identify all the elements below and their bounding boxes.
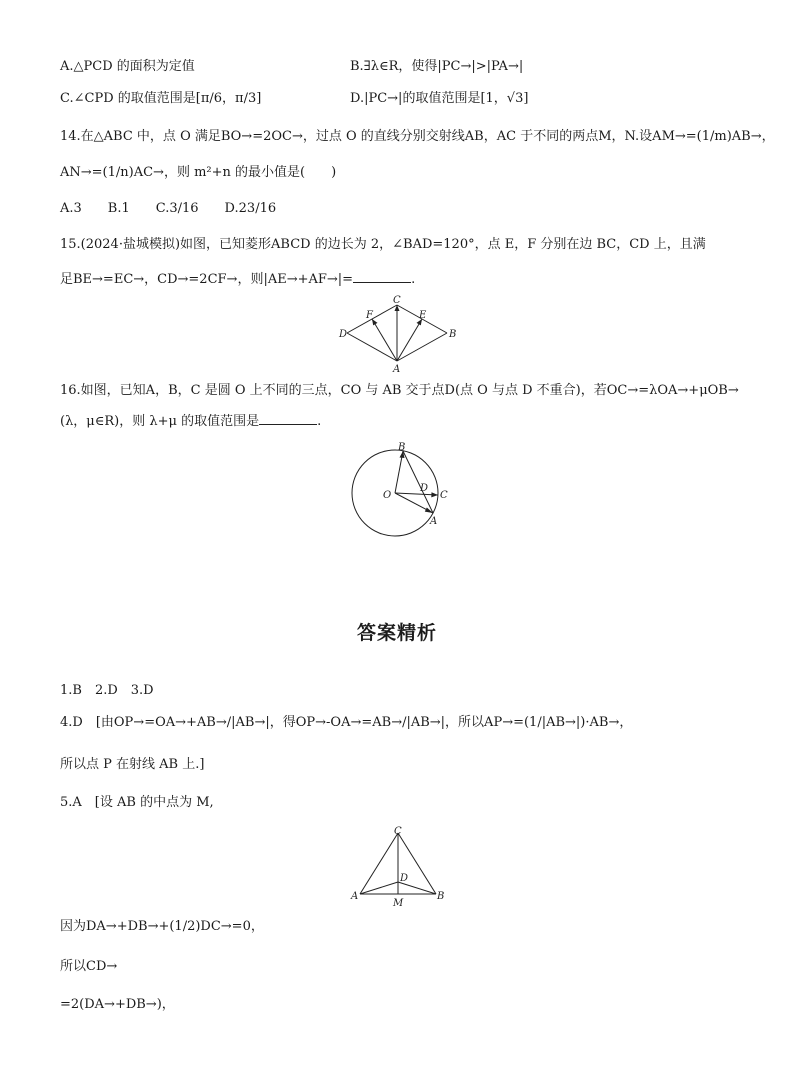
question-14-options: A.3 B.1 C.3/16 D.23/16 — [60, 201, 277, 216]
fig15-label-b: B — [449, 329, 457, 340]
question-15-line-1: 15.(2024·盐城模拟)如图，已知菱形ABCD 的边长为 2，∠BAD=120°，点 E，F 分别在边 BC，CD 上，且满 — [60, 237, 706, 252]
question-16-line-1: 16.如图，已知A，B，C 是圆 O 上不同的三点，CO 与 AB 交于点D(点 O 与点 D 不重合)，若OC→=λOA→+μOB→ — [60, 383, 739, 398]
figure-circle — [345, 438, 455, 543]
fig5-label-b: B — [437, 891, 445, 902]
question-16-line-2-text: (λ，μ∈R)，则 λ+μ 的取值范围是 — [60, 414, 260, 429]
question-14-line-2: AN→=(1/n)AC→，则 m²+n 的最小值是( ) — [60, 165, 337, 180]
fig15-label-e: E — [419, 310, 427, 321]
question-15-line-2-end: . — [411, 272, 416, 287]
fig16-label-d: D — [420, 483, 429, 494]
fig5-label-c: C — [394, 826, 402, 837]
fig16-label-b: B — [398, 442, 406, 453]
option-13-d: D.|PC→|的取值范围是[1，√3] — [350, 91, 529, 106]
figure-rhombus — [335, 295, 460, 375]
fig15-label-f: F — [366, 310, 373, 321]
option-13-a: A.△PCD 的面积为定值 — [60, 59, 195, 74]
fig5-label-d: D — [400, 873, 409, 884]
question-15-line-2 — [60, 270, 415, 289]
fig5-label-a: A — [351, 891, 359, 902]
answer-blank-15[interactable] — [353, 270, 411, 283]
answers-1-3: 1.B 2.D 3.D — [60, 683, 154, 698]
question-15-line-2-text: 足BE→=EC→，CD→=2CF→，则|AE→+AF→|= — [60, 272, 354, 287]
answer-5: 5.A [设 AB 的中点为 M, — [60, 795, 214, 810]
figure-triangle — [348, 826, 448, 908]
fig16-label-o: O — [383, 490, 392, 501]
question-16-line-2-end: . — [317, 414, 322, 429]
fig15-label-c: C — [393, 295, 401, 306]
fig15-label-a: A — [393, 364, 401, 375]
answer-title: 答案精析 — [356, 622, 437, 644]
answer-blank-16[interactable] — [259, 412, 317, 425]
fig16-label-a: A — [430, 516, 438, 527]
answer-5-step-1: 因为DA→+DB→+(1/2)DC→=0， — [60, 919, 264, 934]
answer-4-conclusion: 所以点 P 在射线 AB 上.] — [60, 757, 205, 772]
answer-5-step-2: 所以CD→ — [60, 959, 118, 974]
option-13-b: B.∃λ∈R，使得|PC→|>|PA→| — [350, 59, 524, 74]
question-14-line-1: 14.在△ABC 中，点 O 满足BO→=2OC→，过点 O 的直线分别交射线AB，AC 于不同的两点M，N.设AM→=(1/m)AB→， — [60, 129, 775, 144]
fig16-label-c: C — [440, 490, 448, 501]
answer-5-step-3: =2(DA→+DB→)， — [60, 997, 175, 1012]
option-13-c: C.∠CPD 的取值范围是[π/6，π/3] — [60, 91, 262, 106]
fig5-label-m: M — [393, 898, 404, 908]
answer-4: 4.D [由OP→=OA→+AB→/|AB→|，得OP→-OA→=AB→/|AB→|，所以AP→=(1/|AB→|)·AB→， — [60, 715, 633, 730]
fig15-label-d: D — [339, 329, 348, 340]
question-16-line-2 — [60, 412, 321, 431]
